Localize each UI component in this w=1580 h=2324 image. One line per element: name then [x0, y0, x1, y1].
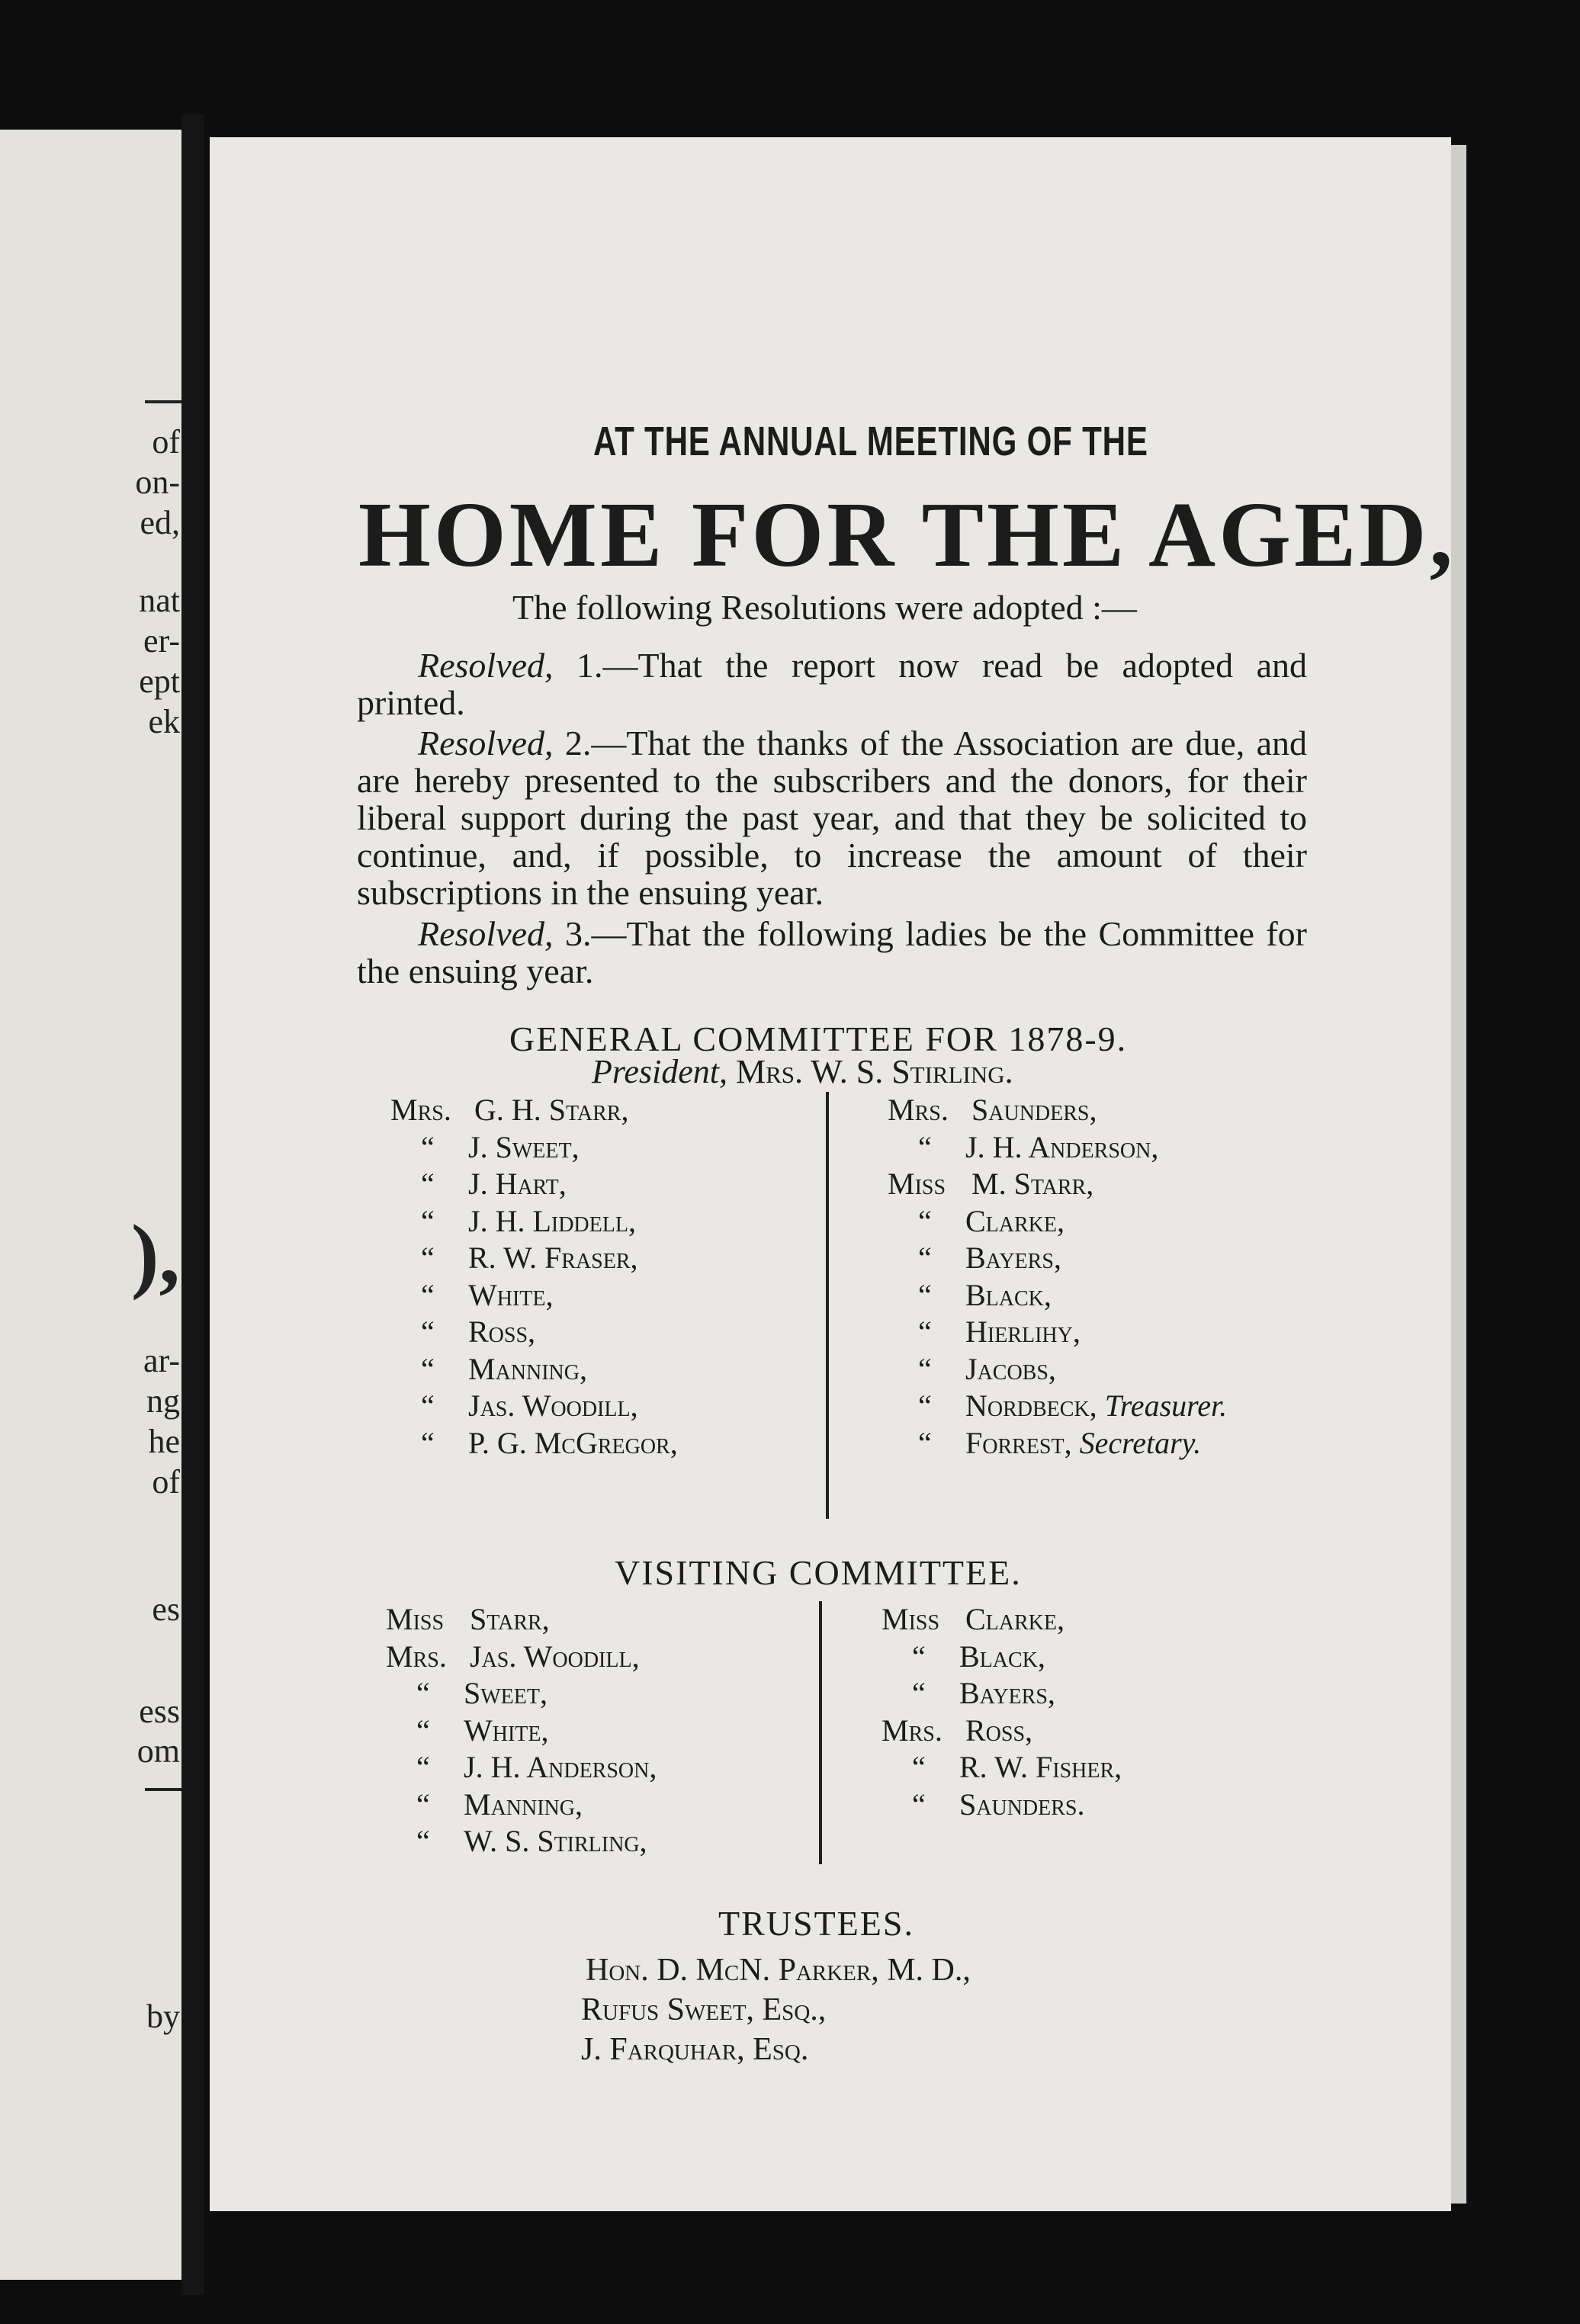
sliver-fragment: of	[152, 423, 180, 461]
page-edge	[1451, 145, 1466, 2204]
committee-member: “ J. H. Anderson,	[918, 1129, 1159, 1164]
committee-member: “ W. S. Stirling,	[416, 1824, 647, 1858]
committee-member: “ White,	[416, 1713, 549, 1748]
trustee-line: J. Farquhar, Esq.	[581, 2032, 809, 2067]
committee-member: Mrs. Jas. Woodill,	[386, 1639, 640, 1674]
resolution-2	[357, 724, 1307, 911]
general-committee-left	[390, 1092, 678, 1462]
sliver-fragment: es	[152, 1591, 180, 1628]
committee-member: “ Ross,	[421, 1314, 536, 1349]
committee-member: Mrs. G. H. Starr,	[390, 1093, 629, 1127]
document-title: HOME FOR THE AGED,	[358, 483, 1456, 586]
committee-member: “ Black,	[918, 1277, 1052, 1312]
committee-member: Miss Starr,	[386, 1602, 550, 1636]
committee-member: “ J. H. Anderson,	[416, 1750, 657, 1784]
resolution-1	[357, 647, 1307, 721]
committee-member: “ Hierlihy,	[918, 1314, 1081, 1349]
committee-member: “ Manning,	[421, 1351, 587, 1386]
adjacent-page-sliver	[0, 130, 191, 2280]
trustees-heading: TRUSTEES.	[718, 1904, 914, 1943]
sliver-fragment: he	[148, 1423, 180, 1460]
sliver-rule	[145, 1788, 181, 1791]
column-divider	[826, 1092, 829, 1519]
committee-president	[592, 1052, 1013, 1091]
sliver-rule	[145, 400, 181, 403]
general-committee-right	[888, 1092, 1227, 1462]
visiting-committee-right	[882, 1601, 1122, 1823]
resolution-text: 1.—That the report now read be adopted and printed.	[357, 646, 1307, 722]
committee-member: “ Bayers,	[912, 1676, 1055, 1710]
resolution-label: Resolved,	[418, 914, 554, 953]
visiting-committee-heading: VISITING COMMITTEE.	[615, 1553, 1022, 1592]
sliver-fragment: ),	[130, 1208, 180, 1301]
committee-member: “ J. H. Liddell,	[421, 1203, 636, 1238]
committee-member: “ Nordbeck, Treasurer.	[918, 1388, 1228, 1423]
committee-member: “ Jas. Woodill,	[421, 1388, 638, 1423]
sliver-fragment: by	[146, 1998, 180, 2035]
resolutions-intro: The following Resolutions were adopted :—	[512, 588, 1137, 627]
committee-member: Mrs. Saunders,	[888, 1093, 1097, 1127]
sliver-fragment: on-	[135, 464, 180, 501]
committee-member: “ Bayers,	[918, 1241, 1061, 1275]
general-committee-heading: GENERAL COMMITTEE FOR 1878-9.	[509, 1019, 1128, 1058]
trustee-line: Hon. D. McN. Parker, M. D.,	[586, 1953, 971, 1988]
committee-member: Miss Clarke,	[882, 1602, 1065, 1636]
sliver-fragment: ept	[139, 663, 180, 700]
visiting-committee-left	[386, 1601, 657, 1860]
committee-member: “ Forrest, Secretary.	[918, 1425, 1202, 1460]
committee-member: “ J. Sweet,	[421, 1129, 580, 1164]
committee-member: “ Black,	[912, 1639, 1045, 1674]
sliver-fragment: ng	[146, 1382, 180, 1420]
resolution-label: Resolved,	[418, 646, 554, 685]
committee-member: Mrs. Ross,	[882, 1713, 1033, 1748]
committee-member: “ P. G. McGregor,	[421, 1425, 678, 1460]
sliver-fragment: ed,	[140, 504, 180, 541]
resolution-label: Resolved,	[418, 724, 554, 762]
committee-member: “ Manning,	[416, 1786, 583, 1822]
gutter-shadow	[181, 114, 204, 2295]
sliver-fragment: nat	[139, 582, 180, 619]
committee-member: “ Jacobs,	[918, 1351, 1056, 1386]
treasurer-role: Treasurer.	[1104, 1388, 1228, 1423]
trustee-line: Rufus Sweet, Esq.,	[581, 1992, 827, 2027]
committee-member: “ J. Hart,	[421, 1167, 567, 1201]
column-divider	[819, 1601, 822, 1864]
meeting-headline: AT THE ANNUAL MEETING OF THE	[593, 419, 1148, 464]
committee-member: “ Clarke,	[918, 1203, 1065, 1238]
resolution-text: 3.—That the following ladies be the Committee for the ensuing year.	[357, 914, 1307, 990]
committee-member: “ White,	[421, 1277, 554, 1312]
president-name: Mrs. W. S. Stirling.	[727, 1053, 1013, 1090]
resolution-text: 2.—That the thanks of the Association are due, and are hereby presented to the subscribers and the donors, for their liberal support during the past year, and that they be solicited to continue, and, if possible, to increase the amount of their subscriptions in the ensuing year.	[357, 724, 1307, 912]
sliver-fragment: om	[136, 1732, 180, 1770]
sliver-fragment: er-	[143, 622, 180, 660]
president-label: President,	[592, 1053, 727, 1090]
committee-member: Miss M. Starr,	[888, 1167, 1094, 1201]
committee-member: “ Saunders.	[912, 1786, 1085, 1822]
secretary-role: Secretary.	[1079, 1425, 1202, 1460]
sliver-fragment: ek	[148, 703, 180, 740]
sliver-fragment: ar-	[143, 1342, 180, 1379]
committee-member: “ R. W. Fraser,	[421, 1241, 638, 1275]
sliver-fragment: of	[152, 1463, 180, 1501]
committee-member: “ R. W. Fisher,	[912, 1750, 1122, 1784]
sliver-fragment: ess	[139, 1693, 180, 1730]
resolution-3	[357, 915, 1307, 990]
committee-member: “ Sweet,	[416, 1676, 548, 1710]
